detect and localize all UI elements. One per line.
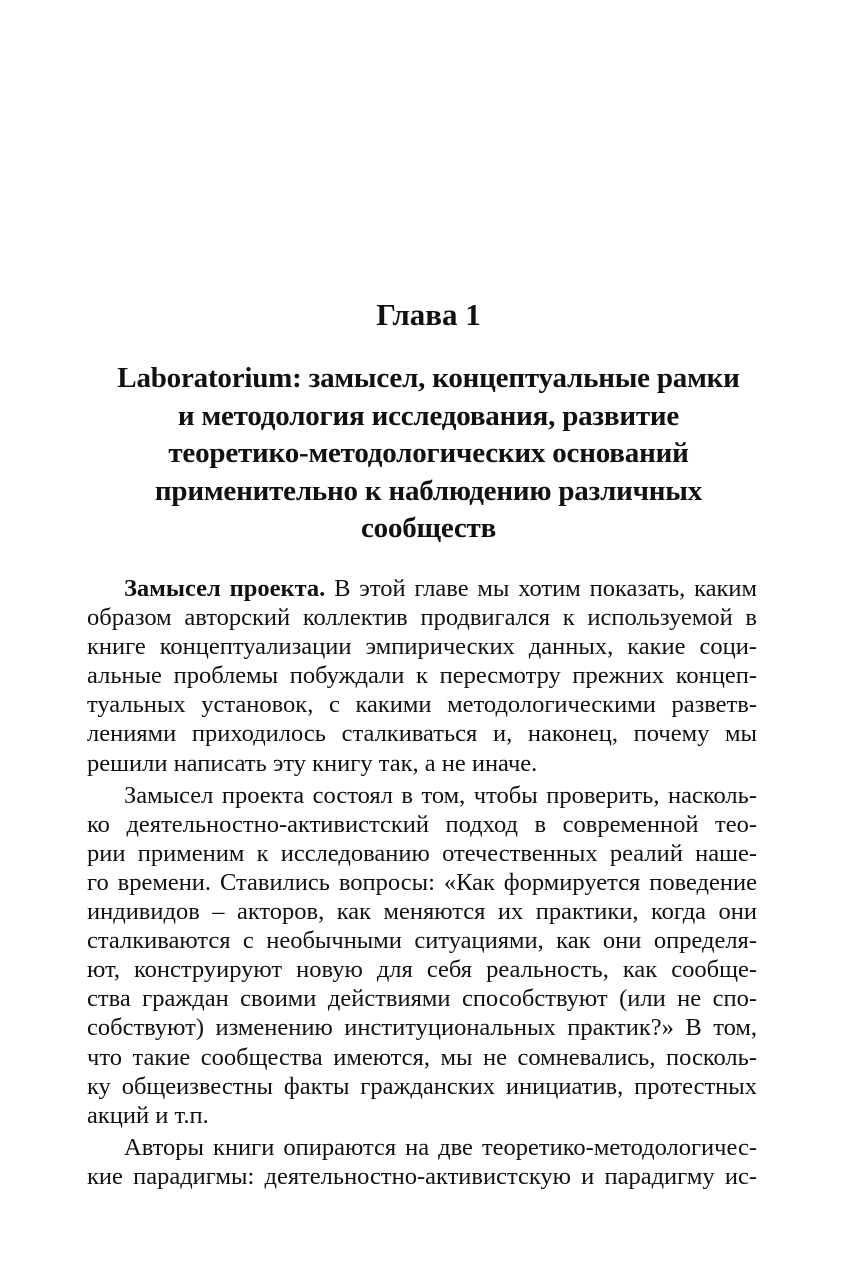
paragraph-lead-in: Замысел проекта. [124,575,326,602]
text-line: книге концептуализации эмпирических данных, какие соци- [87,633,757,661]
text-line: что такие сообщества имеются, мы не сомневались, посколь- [87,1043,757,1071]
text-line [87,574,757,603]
text-line: рии применим к исследованию отечественных реалий наше- [87,839,757,867]
chapter-title-line: и методология исследования, развитие [177,399,680,432]
chapter-title-line: применительно к наблюдению различных [154,474,703,507]
text-line: лениями приходилось сталкиваться и, наконец, почему мы [87,720,757,748]
text-line: туальных установок, с какими методологическими разветв- [87,691,757,719]
text-line: ку общеизвестны факты гражданских инициатив, протестных [87,1072,757,1100]
chapter-label: Глава 1 [376,297,481,332]
chapter-title-line: Laboratorium: замысел, концептуальные рамки [117,362,740,394]
body-text [87,574,757,1194]
chapter-title-line: сообществ [360,512,497,544]
text-fragment: В этой главе мы хотим показать, каким [334,575,758,602]
text-line: решили написать эту книгу так, а не иначе. [87,749,538,777]
text-line: Авторы книги опираются на две теоретико-методологичес- [124,1133,757,1161]
text-line: индивидов – акторов, как меняются их практики, когда они [87,898,757,926]
text-line: ют, конструируют новую для себя реальность, как сообще- [87,956,757,984]
text-line: ства граждан своими действиями способствуют (или не спо- [87,985,757,1013]
chapter-title [70,360,787,548]
text-line: Замысел проекта состоял в том, чтобы проверить, насколь- [124,781,757,809]
paragraph-project-idea [87,574,757,778]
paragraph-paradigms [87,1133,757,1191]
text-line: сталкиваются с необычными ситуациями, как они определя- [87,927,757,955]
text-line: образом авторский коллектив продвигался к используемой в [87,604,757,632]
text-line: кие парадигмы: деятельностно-активистскую и парадигму ис- [87,1162,757,1190]
text-line: альные проблемы побуждали к пересмотру прежних концеп- [87,662,757,690]
paragraph-project-design [87,781,757,1130]
text-line: го времени. Ставились вопросы: «Как формируется поведение [87,868,757,896]
text-line: акций и т.п. [87,1101,209,1129]
text-line: ко деятельностно-активистский подход в современной тео- [87,810,757,838]
text-line: собствуют) изменению институциональных практик?» В том, [87,1014,757,1042]
chapter-title-line: теоретико-методологических оснований [168,437,689,469]
